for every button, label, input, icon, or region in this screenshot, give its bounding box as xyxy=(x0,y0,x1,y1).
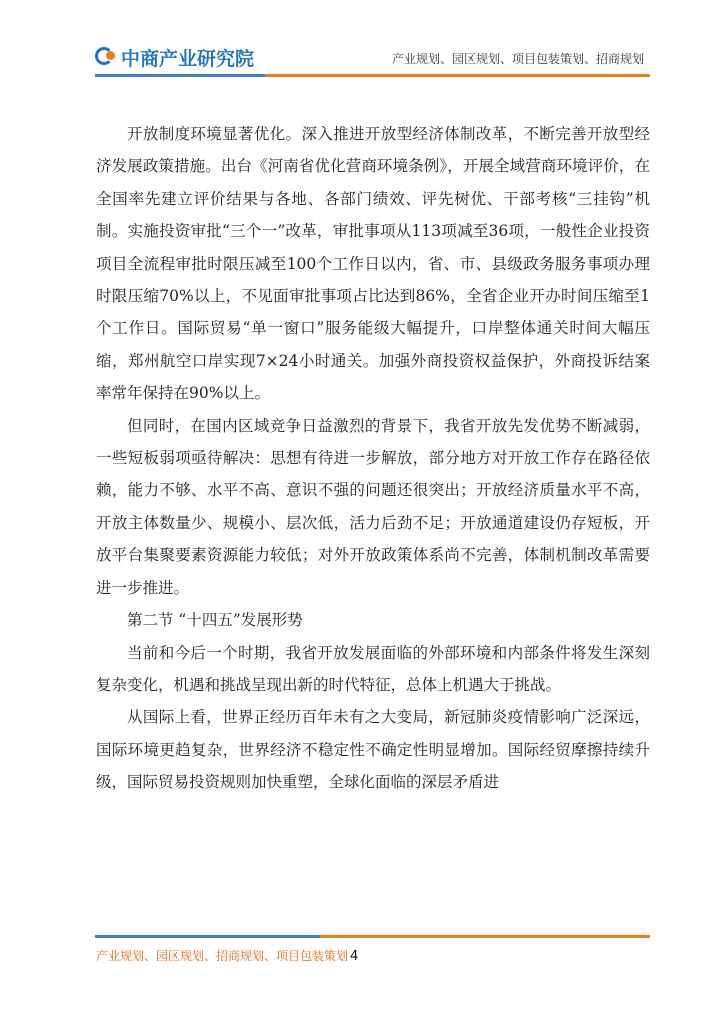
paragraph: 从国际上看，世界正经历百年未有之大变局，新冠肺炎疫情影响广泛深远，国际环境更趋复杂，世界经济不稳定性不确定性明显增加。国际经贸摩擦持续升级，国际贸易投资规则加快重塑，全球化面临的深层矛盾进 xyxy=(96,708,650,792)
page-footer xyxy=(96,947,358,964)
paragraph: 但同时，在国内区域竞争日益激烈的背景下，我省开放先发优势不断减弱，一些短板弱项亟待解决：思想有待进一步解放，部分地方对开放工作存在路径依赖，能力不够、水平不高、意识不强的问题还很突出；开放经济质量水平不高，开放主体数量少、规模小、层次低，活力后劲不足；开放通道建设仍存短板，开放平台集聚要素资源能力较低；对外开放政策体系尚不完善，体制机制改革需要进一步推进。 xyxy=(96,416,650,597)
page-header xyxy=(0,0,724,90)
logo-text: 中商产业研究院 xyxy=(121,48,255,70)
logo-icon xyxy=(95,47,117,69)
section-title: 第二节 “十四五”发展形势 xyxy=(127,611,303,630)
header-divider xyxy=(95,74,650,78)
paragraph: 当前和今后一个时期，我省开放发展面临的外部环境和内部条件将发生深刻复杂变化，机遇和挑战呈现出新的时代特征，总体上机遇大于挑战。 xyxy=(96,643,650,694)
footer-tagline: 产业规划、园区规划、招商规划、项目包装策划 xyxy=(96,949,349,963)
paragraph: 开放制度环境显著优化。深入推进开放型经济体制改革，不断完善开放型经济发展政策措施。出台《河南省优化营商环境条例》，开展全域营商环境评价，在全国率先建立评价结果与各地、各部门绩效、评先树优、干部考核“三挂钩”机制。实施投资审批“三个一”改革，审批事项从113项减至36项，一般性企业投资项目全流程审批时限压减至100个工作日以内，省、市、县级政务服务事项办理时限压缩70%以上，不见面审批事项占比达到86%，全省企业开办时间压缩至1个工作日。国际贸易“单一窗口”服务能级大幅提升，口岸整体通关时间大幅压缩，郑州航空口岸实现7×24小时通关。加强外商投资权益保护，外商投诉结案率常年保持在90%以上。 xyxy=(96,125,650,403)
logo xyxy=(95,44,254,71)
document-body xyxy=(96,118,650,799)
page-number: 4 xyxy=(350,949,359,964)
header-tagline: 产业规划、园区规划、项目包装策划、招商规划 xyxy=(391,52,644,66)
footer-divider xyxy=(95,935,650,939)
